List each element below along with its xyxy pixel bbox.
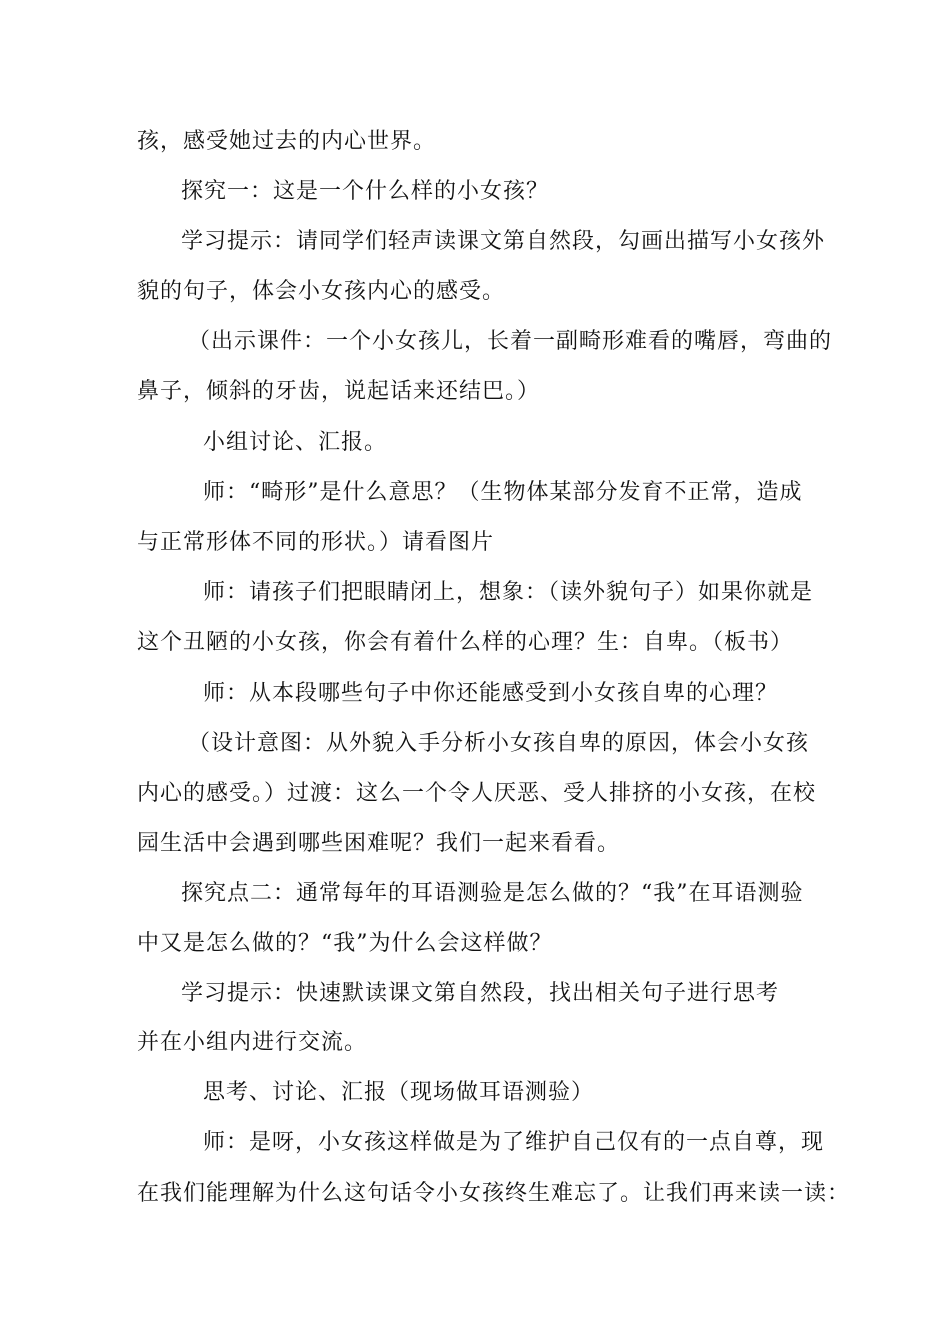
text-line-7: 小组讨论、汇报。	[203, 430, 388, 455]
text-line-9: 与正常形体不同的形状。）请看图片	[137, 530, 495, 555]
text-line-3: 学习提示：请同学们轻声读课文第自然段，勾画出描写小女孩外	[181, 229, 826, 254]
text-line-20: 思考、讨论、汇报（现场做耳语测验）	[203, 1080, 595, 1105]
text-line-1: 孩，感受她过去的内心世界。	[137, 129, 437, 154]
text-line-19: 并在小组内进行交流。	[137, 1030, 368, 1055]
text-line-22: 在我们能理解为什么这句话令小女孩终生难忘了。让我们再来读一读：	[137, 1181, 851, 1206]
text-line-6: 鼻子，倾斜的牙齿，说起话来还结巴。）	[137, 379, 541, 404]
text-line-10: 师：请孩子们把眼睛闭上，想象：（读外貌句子）如果你就是	[203, 580, 814, 605]
text-line-11: 这个丑陋的小女孩，你会有着什么样的心理？生：自卑。（板书）	[137, 630, 794, 655]
text-line-15: 园生活中会遇到哪些困难呢？我们一起来看看。	[137, 831, 621, 856]
text-line-5: （出示课件：一个小女孩儿，长着一副畸形难看的嘴唇，弯曲的	[188, 329, 833, 354]
text-line-18: 学习提示：快速默读课文第自然段，找出相关句子进行思考	[181, 981, 780, 1006]
text-line-12: 师：从本段哪些句子中你还能感受到小女孩自卑的心理？	[203, 681, 779, 706]
text-line-21: 师：是呀，小女孩这样做是为了维护自己仅有的一点自尊，现	[203, 1130, 825, 1155]
text-line-2: 探究一：这是一个什么样的小女孩？	[181, 179, 550, 204]
text-line-14: 内心的感受。）过渡：这么一个令人厌恶、受人排挤的小女孩，在校	[137, 781, 817, 806]
text-line-4: 貌的句子，体会小女孩内心的感受。	[137, 279, 506, 304]
text-line-8: 师：“畸形”是什么意思？（生物体某部分发育不正常，造成	[203, 480, 803, 505]
text-line-17: 中又是怎么做的？“我”为什么会这样做？	[137, 931, 553, 956]
text-line-16: 探究点二：通常每年的耳语测验是怎么做的？“我”在耳语测验	[181, 881, 804, 906]
text-line-13: （设计意图：从外貌入手分析小女孩自卑的原因，体会小女孩	[188, 731, 810, 756]
